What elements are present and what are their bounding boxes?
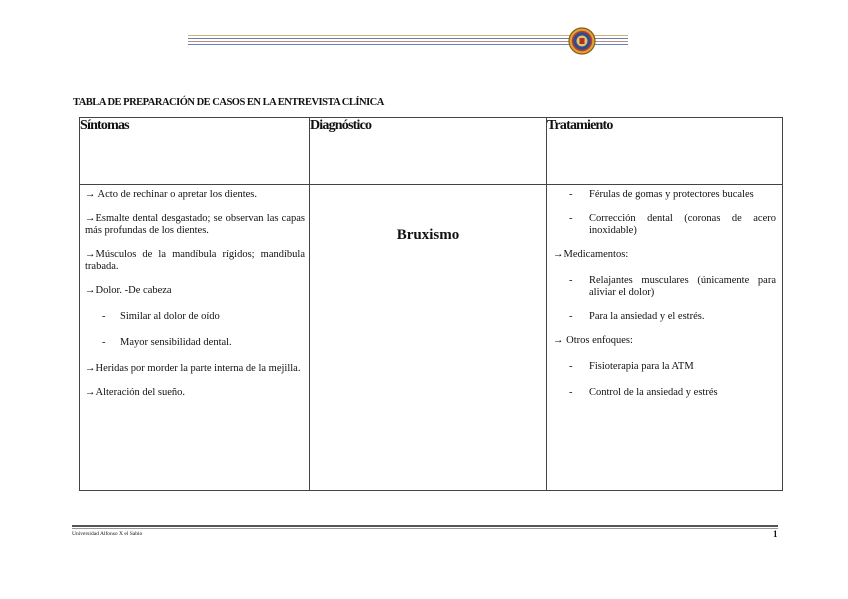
header-rule: [188, 34, 628, 46]
diagnosis-text: Bruxismo: [396, 227, 460, 243]
footer-rule: [72, 525, 778, 527]
footer-institution: Universidad Alfonso X el Sabio: [72, 531, 143, 537]
symptom-item: →Esmalte dental desgastado; se observan las capas más profundas de los dientes.: [85, 213, 305, 236]
tratamiento-cell: [547, 185, 783, 491]
header-sintomas: Síntomas: [80, 118, 310, 185]
table-row: [80, 185, 783, 491]
document-title: TABLA DE PREPARACIÓN DE CASOS EN LA ENTREVISTA CLÍNICA: [73, 97, 384, 108]
sintomas-cell: [80, 185, 310, 491]
treatment-item: - Para la ansiedad y el estrés.: [569, 311, 705, 322]
university-seal-icon: [568, 27, 596, 55]
symptom-item: →Músculos de la mandíbula rígidos; mandíbula trabada.: [85, 249, 305, 272]
header-diagnostico: Diagnóstico: [310, 118, 547, 185]
symptom-item: →Heridas por morder la parte interna de la mejilla.: [85, 363, 301, 374]
symptom-item: →Dolor. -De cabeza: [85, 285, 172, 296]
symptom-item: →Alteración del sueño.: [85, 387, 186, 398]
symptom-subitem: - Mayor sensibilidad dental.: [102, 337, 232, 348]
treatment-group: →Medicamentos:: [553, 249, 629, 260]
diagnostico-cell: [310, 185, 547, 491]
header-tratamiento: Tratamiento: [547, 118, 783, 185]
symptom-subitem: - Similar al dolor de oído: [102, 311, 220, 322]
page-number: 1: [773, 529, 778, 539]
treatment-item: - Corrección dental (coronas de acero inoxidable): [569, 213, 776, 236]
treatment-item: - Férulas de gomas y protectores bucales: [569, 189, 754, 200]
footer-rule-thin: [72, 528, 778, 529]
treatment-group: → Otros enfoques:: [553, 335, 633, 346]
treatment-item: - Fisioterapia para la ATM: [569, 361, 694, 372]
symptom-item: → Acto de rechinar o apretar los dientes.: [85, 189, 258, 200]
treatment-item: - Relajantes musculares (únicamente para aliviar el dolor): [569, 275, 776, 298]
table-header-row: [80, 118, 783, 185]
case-table: [79, 117, 783, 491]
treatment-item: - Control de la ansiedad y estrés: [569, 387, 718, 398]
